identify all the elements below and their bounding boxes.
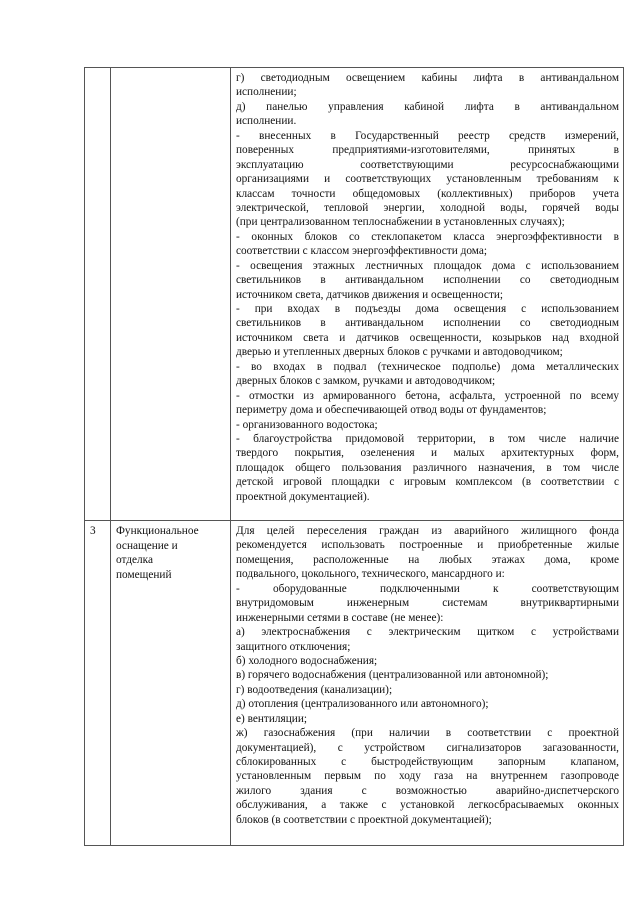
text-line: защитного отключения; — [236, 640, 351, 653]
text-line: классам точности общедомовых (коллективных) приборов учета — [236, 187, 619, 200]
text-line: светильников в антивандальном исполнении со светодиодным — [236, 274, 619, 287]
label-line: отделка — [116, 554, 154, 566]
text-line: - во входах в подвал (техническое подполье) дома металлических — [236, 360, 619, 373]
row-text-cell — [231, 68, 624, 521]
text-line: помещения, расположенные на любых этажах дома, кроме — [236, 553, 619, 566]
label-line: помещений — [116, 568, 172, 581]
table-row — [85, 521, 624, 846]
row-label-cell — [111, 521, 231, 846]
text-line: Для целей переселения граждан из аварийного жилищного фонда — [236, 525, 619, 537]
text-line: сблокированных с быстродействующим запорным клапаном, — [236, 756, 619, 768]
text-line: е) вентиляции; — [236, 712, 308, 725]
text-line: - организованного водостока; — [236, 418, 378, 431]
text-line: инженерными сетями в составе (не менее): — [236, 611, 444, 624]
text-line: - при входах в подъезды дома освещения с использованием — [236, 303, 619, 315]
text-line: г) водоотведения (канализации); — [236, 683, 393, 696]
text-line: б) холодного водоснабжения; — [236, 654, 378, 667]
text-line: источником света, датчиков движения и освещенности; — [236, 288, 504, 301]
requirements-table — [84, 67, 624, 846]
text-line: блоков (в соответствии с проектной документацией); — [236, 813, 492, 826]
text-line: в) горячего водоснабжения (централизованной или автономной); — [236, 669, 549, 682]
text-line: исполнении. — [236, 115, 297, 128]
text-line: рекомендуется использовать построенные и приобретенные жилые — [236, 539, 619, 552]
row-text-cell — [231, 521, 624, 846]
text-line: соответствии с классом энергоэффективности дома; — [236, 245, 487, 258]
text-line: светильников в антивандальном исполнении со светодиодным — [236, 317, 619, 330]
text-line: - внесенных в Государственный реестр средств измерений, — [236, 129, 619, 142]
text-line: (при централизованном теплоснабжении в установленных случаях); — [236, 216, 565, 229]
text-line: поверенных предприятиями-изготовителями, принятых в — [236, 144, 619, 157]
text-line: периметру дома и обеспечивающей отвод воды от фундаментов; — [236, 404, 547, 417]
text-line: площадок общего пользования различного назначения, в том числе — [236, 461, 619, 474]
row-number-cell — [85, 68, 111, 521]
text-line: жилого здания с возможностью аварийно-диспетчерского — [236, 784, 619, 797]
text-line: обслуживания, а также с установкой легкосбрасываемых оконных — [236, 799, 619, 812]
text-line: ж) газоснабжения (при наличии в соответствии с проектной — [236, 727, 619, 740]
text-line: источником света и датчиков освещенности, козырьков над входной — [236, 331, 619, 344]
text-line: - освещения этажных лестничных площадок дома с использованием — [236, 259, 619, 272]
label-line: Функциональное — [116, 525, 199, 537]
row-number-cell: 3 — [85, 521, 111, 846]
text-line: - оконных блоков со стеклопакетом класса энергоэффективности в — [236, 230, 619, 243]
text-line: проектной документацией). — [236, 490, 370, 503]
text-line: исполнении; — [236, 86, 297, 99]
text-line: подвального, цокольного, технического, мансардного и: — [236, 568, 505, 581]
text-line: эксплуатацию соответствующими ресурсоснабжающими — [236, 158, 619, 171]
label-line: оснащение и — [116, 539, 178, 552]
text-line: документацией), с устройством сигнализаторов загазованности, — [236, 741, 619, 754]
text-line: твердого покрытия, озеленения и малых архитектурных форм, — [236, 447, 619, 460]
text-line: д) панелью управления кабиной лифта в антивандальном — [236, 100, 619, 113]
text-line: - оборудованные подключенными к соответствующим — [236, 582, 619, 595]
text-line: а) электроснабжения с электрическим щитком с устройствами — [236, 626, 619, 639]
table-row — [85, 68, 624, 521]
text-line: установленным первым по ходу газа на внутреннем газопроводе — [236, 770, 619, 783]
text-line: д) отопления (централизованного или автономного); — [236, 698, 489, 711]
text-line: внутридомовым инженерным системам внутриквартирными — [236, 597, 619, 610]
text-line: электрической, тепловой энергии, холодной воды, горячей воды — [236, 201, 619, 214]
text-line: организациями и соответствующих установленным требованиям к — [236, 173, 619, 186]
row-label-cell — [111, 68, 231, 521]
text-line: г) светодиодным освещением кабины лифта в антивандальном — [236, 72, 619, 84]
text-line: - благоустройства придомовой территории, в том числе наличие — [236, 432, 619, 445]
text-line: дверью и утепленных дверных блоков с ручками и автодоводчиком; — [236, 346, 563, 359]
text-line: дверных блоков с замком, ручками и автодоводчиком; — [236, 375, 496, 388]
text-line: - отмостки из армированного бетона, асфальта, устроенной по всему — [236, 389, 619, 402]
text-line: детской игровой площадки с игровым комплексом (в соответствии с — [236, 476, 619, 489]
